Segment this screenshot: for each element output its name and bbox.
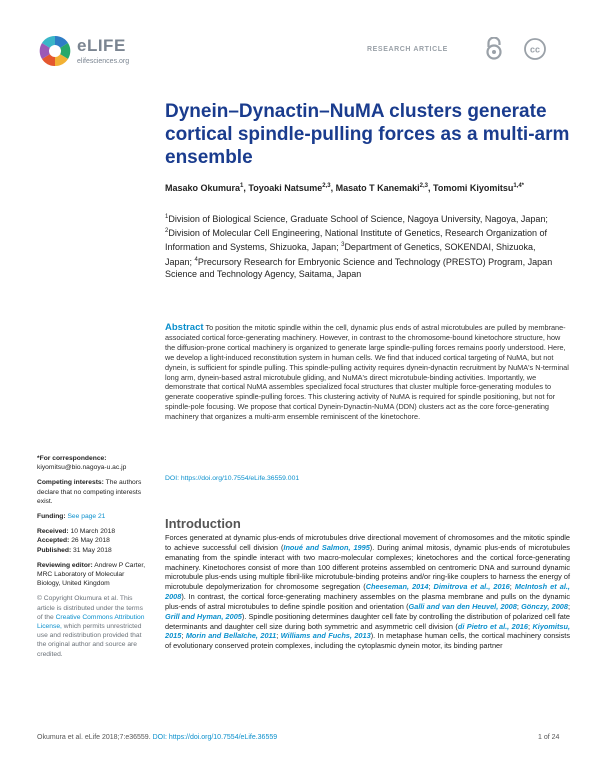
reviewing-editor-label: Reviewing editor: (37, 561, 93, 569)
intro-text: ; (567, 601, 570, 611)
logo-url[interactable]: elifesciences.org (77, 58, 130, 65)
intro-text: ; (509, 582, 515, 592)
author: Masako Okumura (165, 183, 241, 193)
intro-text: ). In contrast, the cortical force-generating machinery assembles on the plasma membrane and pulls on the dynamic plus-ends of astral microtubules to define spindle position and orientation ( (165, 592, 570, 611)
intro-text: Forces generated at dynamic plus-ends of microtubules drive directional movement of chromosomes and the mitotic spindle to achieve successful cell division ( (165, 533, 570, 552)
footer-citation-text: Okumura et al. eLife 2018;7:e36559. (37, 734, 153, 741)
reviewing-editor-text: Andrew P Carter, MRC Laboratory of Molecular Biology, United Kingdom (37, 561, 146, 588)
abstract (165, 323, 570, 422)
citation-link[interactable]: Galli and van den Heuvel, 2008 (408, 601, 517, 611)
funding-label: Funding: (37, 513, 66, 521)
citation-link[interactable]: Inoué and Salmon, 1995 (283, 542, 370, 552)
citation-link[interactable]: Dimitrova et al., 2016 (433, 582, 510, 592)
article-title: Dynein–Dynactin–NuMA clusters generate cortical spindle-pulling forces as a multi-arm ensemble (165, 101, 570, 168)
accepted-date: 26 May 2018 (71, 537, 110, 545)
introduction-body (165, 533, 570, 651)
logo-text: eLIFE (77, 36, 126, 55)
citation-link[interactable]: Morin and Bellaïche, 2011 (185, 631, 277, 641)
introduction-heading: Introduction (165, 516, 241, 531)
page-number: 1 of 24 (538, 734, 560, 741)
affiliation: Precursory Research for Embryonic Science and Technology (PRESTO) Program, Japan Science and Technology Agency, Saitama, Japan (165, 256, 553, 279)
received-label: Received: (37, 528, 69, 536)
correspondence-label: *For correspondence: (37, 455, 107, 462)
author-sup: 1,4* (513, 183, 525, 189)
copyright-text-end: which permits unrestricted use and redistribution provided that the original author and source are credited. (37, 623, 142, 658)
author-sup: 1 (240, 183, 244, 189)
competing-text: The authors declare that no competing interests exist. (37, 479, 142, 505)
intro-text: ). During animal mitosis, dynamic plus-ends of microtubules emanating from the spindle interact with two macro-molecular complexes; kinetochores and the cortical force-generating machinery. Kinetochores consist of more than 100 different proteins assembled on centromeric DNA and surround dynamic microtubule plus-ends using multiple fibril-like microtubule-binding proteins and/or ring-like couplers to harness the energy of microtubule depolymerization for chromosome segregation ( (165, 542, 570, 592)
author: Masato T Kanemaki (335, 183, 420, 193)
intro-text: ; (428, 582, 434, 592)
intro-text: ; (527, 621, 533, 631)
received-date: 10 March 2018 (70, 528, 116, 536)
intro-text: ; (516, 601, 522, 611)
accepted-label: Accepted: (37, 537, 70, 545)
affil-sup: 4 (194, 256, 198, 263)
citation-link[interactable]: di Pietro et al., 2016 (457, 621, 528, 631)
citation-link[interactable]: McIntosh et al., 2008 (165, 582, 570, 602)
creative-commons-icon (523, 37, 547, 61)
article-type: RESEARCH ARTICLE (367, 46, 448, 53)
affil-sup: 2 (165, 228, 169, 235)
abstract-text: To position the mitotic spindle within the cell, dynamic plus ends of astral microtubules are pulled by membrane-associated cortical force-generating machinery. However, in contrast to the chromosome-bound kinetochore structure, how the diffusion-prone cortical machinery is organized to generate large spindle-pulling forces remains poorly understood. Here, we develop a light-induced reconstitution system in human cells. We find that induced cortical targeting of NuMA, but not dynein, is sufficient for spindle pulling. This spindle-pulling activity requires dynein-dynactin recruitment by NuMA's N-terminal long arm, dynein-based astral microtubule gliding, and NuMA's direct microtubule-binding activities. Importantly, we demonstrate that cortical NuMA assembles specialized focal structures that cluster multiple force-generating modules to generate cooperative spindle-pulling forces. This clustering activity of NuMA is required for spindle positioning, but not for spindle-pole focusing. We propose that cortical Dynein-Dynactin-NuMA (DDN) clusters act as the core force-generating machinery that organizes a multi-arm ensemble reminiscent of the kinetochore. (165, 323, 569, 422)
affiliation: Division of Molecular Cell Engineering, National Institute of Genetics, Research Organization of Information and Systems, Shizuoka, Japan; (165, 228, 548, 253)
footer-doi-link[interactable]: DOI: https://doi.org/10.7554/eLife.36559 (152, 734, 278, 741)
citation-link[interactable]: Cheeseman, 2014 (365, 582, 429, 592)
citation-link[interactable]: Kiyomitsu, 2015 (165, 621, 571, 641)
affil-sup: 1 (165, 214, 169, 220)
funding-link[interactable]: See page 21 (67, 513, 106, 521)
citation-link[interactable]: Grill and Hyman, 2005 (165, 611, 242, 621)
published-date: 31 May 2018 (73, 546, 112, 554)
cc-label: cc (529, 44, 541, 55)
intro-text: ; (276, 631, 281, 641)
author-sup: 2,3 (419, 183, 428, 189)
author-list: Masako Okumura$^1$, Toyoaki Natsume$^{2,3}$, Masato T Kanemaki$^{2,3}$, Tomomi Kiyomitsu$^{1,4*}$ (165, 183, 525, 193)
copyright-text: © Copyright Okumura et al. This article is distributed under the terms of the (37, 595, 143, 621)
elife-logo-icon (37, 33, 73, 69)
published-label: Published: (37, 546, 72, 554)
citation-link[interactable]: Williams and Fuchs, 2013 (280, 631, 371, 641)
citation-link[interactable]: Gönczy, 2008 (521, 601, 568, 611)
author-sup: 2,3 (322, 183, 331, 189)
open-access-icon (484, 37, 504, 61)
author: Tomomi Kiyomitsu (433, 183, 514, 193)
cc-license-link[interactable]: Creative Commons Attribution License, (37, 613, 145, 631)
correspondence-email[interactable]: kiyomitsu@bio.nagoya-u.ac.jp (37, 464, 127, 472)
affiliation: Division of Biological Science, Graduate School of Science, Nagoya University, Nagoya, Japan; (168, 214, 548, 224)
intro-text: ). In metaphase human cells, the cortical machinery consists of evolutionary conserved protein complexes, including the cytoplasmic dynein motor, its binding partner (165, 631, 570, 651)
intro-text: ; (181, 631, 186, 641)
elife-logo[interactable] (37, 33, 147, 73)
affiliation: Department of Genetics, SOKENDAI, Shizuoka, Japan; (165, 242, 536, 267)
abstract-heading: Abstract (165, 322, 204, 333)
intro-text: ). Spindle positioning determines daughter cell fate by controlling the distribution of polarized cell fate determinants and daughter cell size during both symmetric and asymmetric cell division ( (165, 611, 570, 631)
affil-sup: 3 (341, 242, 345, 249)
competing-label: Competing interests: (37, 479, 104, 487)
affiliations (165, 211, 565, 280)
footer-citation (37, 734, 277, 741)
author: Toyoaki Natsume (248, 183, 323, 193)
abstract-doi-link[interactable]: DOI: https://doi.org/10.7554/eLife.36559.001 (165, 475, 300, 482)
article-sidebar (37, 454, 149, 665)
